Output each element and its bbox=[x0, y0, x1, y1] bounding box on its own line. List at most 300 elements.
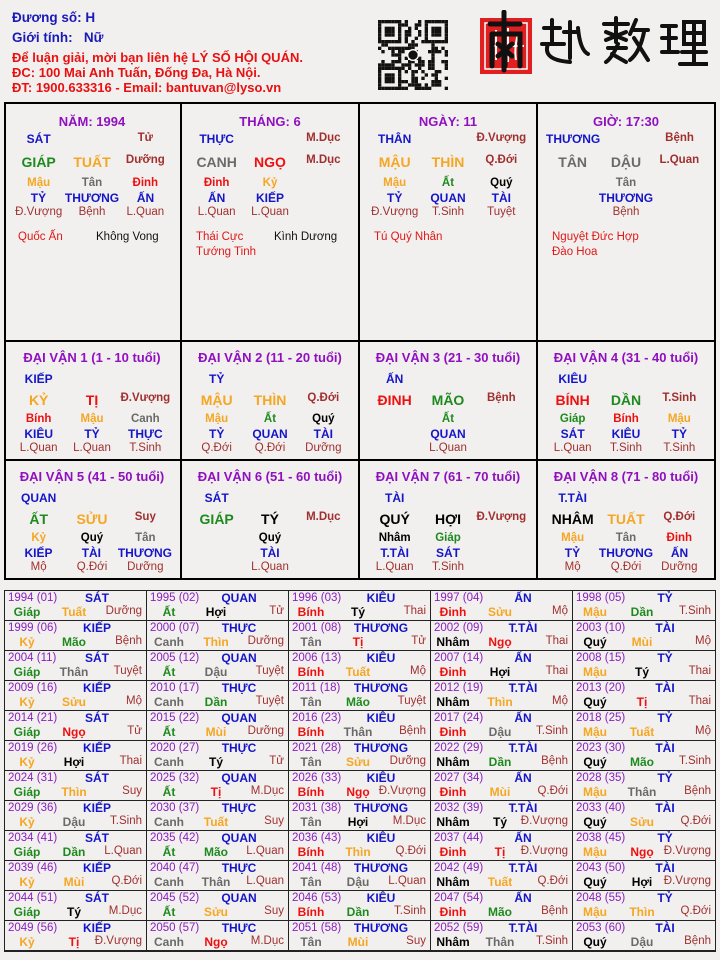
hidden-stem: Kỷ bbox=[262, 177, 278, 189]
hidden-stem: Quý bbox=[312, 413, 335, 425]
hidden-stem bbox=[368, 413, 421, 425]
ten-god: THƯƠNG bbox=[353, 621, 409, 635]
ten-god: ẤN bbox=[514, 711, 532, 725]
life-stage: Bệnh bbox=[399, 725, 426, 737]
earthly-branch: Ngọ bbox=[62, 725, 86, 739]
ten-god-row bbox=[12, 491, 172, 505]
ten-god-row bbox=[368, 132, 528, 146]
life-stage: Mộ bbox=[126, 695, 142, 707]
earthly-branch: Mùi bbox=[489, 785, 511, 799]
ten-god-row bbox=[190, 132, 350, 146]
life-stage: Tuyệt bbox=[255, 695, 284, 707]
ten-god: THỰC bbox=[221, 801, 257, 815]
hidden-stage: Dưỡng bbox=[127, 561, 164, 573]
annual-cell bbox=[289, 681, 431, 711]
earthly-branch: SỬU bbox=[76, 511, 108, 527]
hidden-ten-god bbox=[475, 427, 528, 441]
annual-cell bbox=[289, 651, 431, 681]
hidden-stem bbox=[475, 413, 528, 425]
star: Đào Hoa bbox=[552, 246, 598, 258]
year-label: 1997 (04) bbox=[434, 592, 484, 604]
hidden-stage bbox=[297, 561, 350, 573]
stem-branch-row bbox=[546, 392, 706, 408]
life-stage: T.Sinh bbox=[679, 755, 711, 767]
pillar-year bbox=[4, 102, 182, 342]
earthly-branch: Thìn bbox=[487, 695, 513, 709]
hidden-stem: Quý bbox=[80, 532, 104, 544]
hidden-stage bbox=[368, 442, 421, 454]
earthly-branch: Sửu bbox=[629, 815, 655, 829]
annual-cell bbox=[5, 801, 147, 831]
ten-god: THƯƠNG bbox=[353, 921, 409, 935]
cell-title: GIỜ: 17:30 bbox=[592, 114, 659, 129]
ten-god: KIÊU bbox=[366, 591, 396, 605]
spacer bbox=[65, 372, 118, 386]
life-stage: Tử bbox=[411, 635, 426, 647]
earthly-branch: Dần bbox=[630, 605, 654, 619]
year-label: 2012 (19) bbox=[434, 682, 484, 694]
hidden-stage bbox=[475, 442, 528, 454]
annual-cell bbox=[5, 831, 147, 861]
annual-cell bbox=[5, 651, 147, 681]
earthly-branch: Hợi bbox=[347, 815, 369, 829]
ten-god: SÁT bbox=[85, 591, 109, 605]
branch-stage: Suy bbox=[134, 511, 156, 523]
heavenly-stem: Bính bbox=[297, 605, 325, 619]
ten-god: QUAN bbox=[221, 651, 257, 665]
heavenly-stem: Kỷ bbox=[19, 935, 35, 949]
hidden-stage: Dưỡng bbox=[305, 442, 342, 454]
year-label: 2030 (37) bbox=[150, 802, 200, 814]
heavenly-stem: Kỷ bbox=[19, 695, 35, 709]
annual-cell bbox=[431, 771, 573, 801]
annual-cell bbox=[573, 921, 715, 951]
year-label: 2010 (17) bbox=[150, 682, 200, 694]
annual-cell bbox=[289, 741, 431, 771]
cell-title: ĐẠI VẬN 2 (11 - 20 tuổi) bbox=[198, 350, 342, 365]
annual-cell bbox=[289, 591, 431, 621]
hidden-gods-row bbox=[546, 427, 706, 441]
earthly-branch: DẦN bbox=[610, 392, 642, 408]
hidden-stem bbox=[546, 177, 599, 189]
year-label: 2034 (41) bbox=[8, 832, 58, 844]
life-stage: Đ.Vượng bbox=[663, 845, 711, 857]
annual-cell bbox=[431, 651, 573, 681]
earthly-branch: Hợi bbox=[205, 605, 227, 619]
annual-cell bbox=[147, 771, 289, 801]
pillar-hour bbox=[538, 102, 716, 342]
annual-cell bbox=[431, 831, 573, 861]
annual-cell bbox=[573, 651, 715, 681]
life-stage: Mộ bbox=[695, 635, 711, 647]
earthly-branch: Tý bbox=[350, 605, 365, 619]
year-label: 2053 (60) bbox=[576, 922, 626, 934]
earthly-branch: Tuất bbox=[487, 875, 513, 889]
earthly-branch: THÌN bbox=[431, 154, 465, 170]
life-stage: Thai bbox=[119, 755, 142, 767]
hidden-stage: T.Sinh bbox=[663, 442, 696, 454]
heavenly-stem: Quý bbox=[583, 815, 607, 829]
ten-god: KIẾP bbox=[82, 861, 111, 875]
heavenly-stem: Kỷ bbox=[19, 755, 35, 769]
hidden-ten-god: TÀI bbox=[81, 546, 102, 560]
earthly-branch: Tuất bbox=[203, 815, 229, 829]
earthly-branch: TÝ bbox=[261, 511, 279, 527]
hidden-stage: Đ.Vượng bbox=[15, 206, 63, 218]
branch-stage: M.Dục bbox=[306, 511, 341, 523]
ten-god: T.TÀI bbox=[508, 621, 538, 635]
heavenly-stem: Nhâm bbox=[436, 695, 470, 709]
hidden-stage: Q.Đới bbox=[610, 561, 642, 573]
heavenly-stem: Ất bbox=[162, 665, 176, 679]
annual-cell bbox=[289, 621, 431, 651]
hidden-ten-god: TỶ bbox=[386, 191, 403, 205]
earthly-branch: Sửu bbox=[345, 755, 371, 769]
good-stars bbox=[196, 230, 256, 260]
stem-ten-god: THÂN bbox=[378, 132, 412, 146]
hidden-stage bbox=[546, 206, 599, 218]
hidden-stems-row bbox=[190, 413, 350, 425]
spacer bbox=[421, 491, 474, 505]
hidden-ten-god: KIÊU bbox=[611, 427, 641, 441]
hidden-stem: Mậu bbox=[205, 413, 229, 425]
spacer bbox=[243, 491, 296, 505]
life-stage: Suy bbox=[264, 905, 284, 917]
star: Không Vong bbox=[96, 231, 159, 243]
dai-van-4 bbox=[538, 342, 716, 461]
year-label: 2036 (43) bbox=[292, 832, 342, 844]
hidden-ten-god: TỶ bbox=[208, 427, 225, 441]
annual-cell bbox=[431, 591, 573, 621]
hidden-stems-row bbox=[546, 413, 706, 425]
year-label: 2006 (13) bbox=[292, 652, 342, 664]
year-label: 2033 (40) bbox=[576, 802, 626, 814]
hidden-stem: Đinh bbox=[132, 177, 159, 189]
life-stage: L.Quan bbox=[246, 845, 284, 857]
heavenly-stem: Đinh bbox=[439, 785, 467, 799]
year-label: 1996 (03) bbox=[292, 592, 342, 604]
heavenly-stem: KỶ bbox=[28, 392, 49, 408]
hidden-ten-god: T.TÀI bbox=[380, 546, 409, 560]
branch-stage: Q.Đới bbox=[663, 511, 696, 523]
earthly-branch: THÌN bbox=[253, 392, 287, 408]
earthly-branch: Mão bbox=[346, 695, 370, 709]
year-label: 2029 (36) bbox=[8, 802, 58, 814]
life-stage: Thai bbox=[688, 665, 711, 677]
hidden-ten-god: ẤN bbox=[670, 546, 689, 560]
stem-ten-god: T.TÀI bbox=[558, 491, 587, 505]
earthly-branch: Dậu bbox=[62, 815, 86, 829]
heavenly-stem: Giáp bbox=[13, 605, 41, 619]
life-stage: Thai bbox=[545, 665, 568, 677]
year-label: 2022 (29) bbox=[434, 742, 484, 754]
year-label: 2044 (51) bbox=[8, 892, 58, 904]
annual-cell bbox=[5, 711, 147, 741]
contact-line-2: ĐC: 100 Mai Anh Tuấn, Đống Đa, Hà Nội. bbox=[12, 65, 261, 80]
earthly-branch: Mão bbox=[204, 845, 228, 859]
ten-god: ẤN bbox=[514, 591, 532, 605]
earthly-branch: Hợi bbox=[489, 665, 511, 679]
annual-cell bbox=[289, 771, 431, 801]
life-stage: Bệnh bbox=[684, 785, 711, 797]
hidden-stage: L.Quan bbox=[375, 561, 414, 573]
year-label: 2025 (32) bbox=[150, 772, 200, 784]
hidden-ten-god: KIẾP bbox=[255, 191, 284, 205]
ten-god: THỰC bbox=[221, 741, 257, 755]
heavenly-stem: ĐINH bbox=[377, 392, 412, 408]
hidden-ten-god: ẤN bbox=[136, 191, 155, 205]
stem-stage: Đ.Vượng bbox=[476, 132, 527, 144]
earthly-branch: Thân bbox=[59, 665, 89, 679]
heavenly-stem: Canh bbox=[154, 755, 184, 769]
hidden-ten-god bbox=[190, 546, 243, 560]
ten-god: KIẾP bbox=[82, 681, 111, 695]
year-label: 2027 (34) bbox=[434, 772, 484, 784]
earthly-branch: NGỌ bbox=[254, 154, 286, 170]
duong-so: Đương số: H bbox=[12, 10, 96, 25]
life-stage: Q.Đới bbox=[680, 905, 711, 917]
hidden-stages-row bbox=[12, 561, 172, 573]
life-stage: Q.Đới bbox=[680, 815, 711, 827]
star: Kình Dương bbox=[274, 231, 338, 243]
heavenly-stem: Đinh bbox=[439, 605, 467, 619]
year-label: 2043 (50) bbox=[576, 862, 626, 874]
ten-god-row bbox=[546, 372, 706, 386]
annual-cell bbox=[573, 621, 715, 651]
hidden-ten-god: THƯƠNG bbox=[598, 191, 654, 205]
earthly-branch: Ngọ bbox=[488, 635, 512, 649]
heavenly-stem: Mậu bbox=[583, 725, 607, 739]
life-stage: Thai bbox=[688, 695, 711, 707]
hidden-stem bbox=[297, 532, 350, 544]
hidden-gods-row bbox=[190, 191, 350, 205]
branch-stage: L.Quan bbox=[659, 154, 700, 166]
earthly-branch: TỊ bbox=[85, 392, 99, 408]
annual-cell bbox=[147, 921, 289, 951]
year-label: 2019 (26) bbox=[8, 742, 58, 754]
hidden-stem: Giáp bbox=[435, 532, 461, 544]
year-label: 2011 (18) bbox=[292, 682, 341, 694]
stem-ten-god: SÁT bbox=[26, 132, 51, 146]
hidden-ten-god: QUAN bbox=[252, 427, 288, 441]
cell-title: ĐẠI VẬN 5 (41 - 50 tuổi) bbox=[19, 469, 165, 484]
hidden-ten-god: TÀI bbox=[260, 546, 280, 560]
heavenly-stem: Mậu bbox=[583, 665, 607, 679]
year-label: 2009 (16) bbox=[8, 682, 58, 694]
hidden-stem: Tân bbox=[135, 532, 156, 544]
earthly-branch: Dậu bbox=[630, 935, 654, 949]
qr-code-icon[interactable] bbox=[378, 20, 448, 90]
year-label: 2000 (07) bbox=[150, 622, 200, 634]
hidden-gods-row bbox=[190, 427, 350, 441]
ten-god: T.TÀI bbox=[508, 681, 538, 695]
ten-god: ẤN bbox=[514, 771, 532, 785]
life-stage: L.Quan bbox=[388, 875, 426, 887]
ten-god: TÀI bbox=[655, 921, 675, 935]
stem-branch-row bbox=[190, 392, 350, 408]
stem-ten-god: TÀI bbox=[384, 491, 405, 505]
year-label: 2050 (57) bbox=[150, 922, 200, 934]
annual-cell bbox=[573, 711, 715, 741]
heavenly-stem: Bính bbox=[297, 665, 325, 679]
life-stage: Bệnh bbox=[541, 755, 568, 767]
dai-van-6 bbox=[182, 461, 360, 580]
earthly-branch: Mùi bbox=[631, 635, 653, 649]
annual-cell bbox=[431, 741, 573, 771]
hidden-ten-god: THỰC bbox=[128, 427, 163, 441]
hidden-stems-row bbox=[190, 177, 350, 189]
branch-stage: Bệnh bbox=[486, 392, 516, 404]
ten-god: T.TÀI bbox=[508, 801, 538, 815]
hidden-stage bbox=[653, 206, 706, 218]
ten-god: THỰC bbox=[221, 621, 257, 635]
heavenly-stem: Đinh bbox=[439, 665, 467, 679]
heavenly-stem: Ất bbox=[162, 905, 176, 919]
hidden-ten-god: TỶ bbox=[84, 427, 100, 441]
annual-cell bbox=[147, 681, 289, 711]
ten-god: KIÊU bbox=[366, 831, 396, 845]
contact-line-3[interactable]: ĐT: 1900.633316 - Email: bantuvan@lyso.vn bbox=[12, 80, 282, 95]
hidden-stage: Q.Đới bbox=[254, 442, 286, 454]
heavenly-stem: Ất bbox=[162, 605, 176, 619]
life-stage: Tuyệt bbox=[397, 695, 426, 707]
ten-god: TỶ bbox=[657, 891, 673, 905]
stem-branch-row bbox=[546, 154, 706, 170]
dai-van-2 bbox=[182, 342, 360, 461]
annual-cell bbox=[5, 741, 147, 771]
good-stars bbox=[552, 230, 639, 260]
year-label: 2026 (33) bbox=[292, 772, 342, 784]
hidden-stages-row bbox=[368, 206, 528, 218]
life-stage: L.Quan bbox=[104, 845, 142, 857]
other-stars bbox=[274, 230, 337, 245]
ten-god-row bbox=[546, 132, 706, 146]
life-stage: Q.Đới bbox=[111, 875, 142, 887]
hidden-stem: Ất bbox=[263, 413, 277, 425]
branch-stage: M.Dục bbox=[306, 154, 341, 166]
earthly-branch: Mùi bbox=[347, 935, 369, 949]
year-label: 2007 (14) bbox=[434, 652, 484, 664]
life-stage: Đ.Vượng bbox=[94, 935, 142, 947]
hidden-stem bbox=[297, 177, 350, 189]
heavenly-stem: ẤT bbox=[29, 511, 48, 527]
hidden-ten-god: TỶ bbox=[30, 191, 47, 205]
year-label: 2052 (59) bbox=[434, 922, 484, 934]
spacer bbox=[599, 372, 652, 386]
life-stage: Tử bbox=[269, 755, 284, 767]
hidden-ten-god: KIÊU bbox=[24, 427, 53, 441]
annual-cell bbox=[147, 831, 289, 861]
earthly-branch: Tuất bbox=[345, 665, 371, 679]
earthly-branch: Dần bbox=[346, 905, 370, 919]
year-label: 2021 (28) bbox=[292, 742, 342, 754]
earthly-branch: Hợi bbox=[631, 875, 653, 889]
year-label: 2015 (22) bbox=[150, 712, 200, 724]
annual-cell bbox=[147, 651, 289, 681]
pillar-day bbox=[360, 102, 538, 342]
annual-cell bbox=[289, 861, 431, 891]
heavenly-stem: Tân bbox=[300, 935, 322, 949]
ten-god: TÀI bbox=[655, 741, 675, 755]
annual-cell bbox=[147, 861, 289, 891]
stem-branch-row bbox=[12, 392, 172, 408]
heavenly-stem: Ất bbox=[162, 845, 176, 859]
stem-ten-god: KIẾP bbox=[24, 372, 53, 386]
hidden-ten-god: SÁT bbox=[560, 427, 585, 441]
annual-cell bbox=[573, 891, 715, 921]
heavenly-stem: Đinh bbox=[439, 845, 467, 859]
star: Quốc Ấn bbox=[18, 231, 63, 243]
stem-branch-row bbox=[190, 154, 350, 170]
hidden-gods-row bbox=[190, 546, 350, 560]
heavenly-stem: Kỷ bbox=[19, 815, 35, 829]
year-label: 1995 (02) bbox=[150, 592, 200, 604]
stem-branch-row bbox=[368, 511, 528, 527]
branch-stage: Dưỡng bbox=[125, 154, 165, 166]
life-stage: Suy bbox=[122, 785, 142, 797]
ten-god-row bbox=[368, 491, 528, 505]
stem-ten-god: QUAN bbox=[20, 491, 57, 505]
hidden-stem: Mậu bbox=[561, 532, 585, 544]
life-stage: Q.Đới bbox=[537, 785, 568, 797]
earthly-branch: Mùi bbox=[205, 725, 227, 739]
dai-van-1 bbox=[4, 342, 182, 461]
heavenly-stem: Tân bbox=[300, 695, 322, 709]
stem-branch-row bbox=[546, 511, 706, 527]
year-label: 2031 (38) bbox=[292, 802, 342, 814]
heavenly-stem: GIÁP bbox=[199, 511, 234, 527]
ten-god: ẤN bbox=[514, 651, 532, 665]
ten-god: T.TÀI bbox=[508, 741, 538, 755]
year-label: 2001 (08) bbox=[292, 622, 342, 634]
heavenly-stem: Tân bbox=[300, 755, 322, 769]
spacer bbox=[243, 132, 296, 146]
ten-god: SÁT bbox=[85, 711, 109, 725]
ten-god: KIÊU bbox=[366, 771, 396, 785]
life-stage: M.Dục bbox=[250, 935, 284, 947]
hidden-stages-row bbox=[368, 442, 528, 454]
hidden-stage bbox=[297, 206, 350, 218]
heavenly-stem: NHÂM bbox=[551, 511, 594, 527]
life-stage: Tuyệt bbox=[113, 665, 142, 677]
earthly-branch: Tuất bbox=[61, 605, 87, 619]
hidden-stages-row bbox=[368, 561, 528, 573]
hidden-stem bbox=[190, 532, 243, 544]
earthly-branch: Tý bbox=[208, 755, 223, 769]
ten-god: QUAN bbox=[221, 891, 257, 905]
hidden-stage: Dưỡng bbox=[661, 561, 698, 573]
year-label: 2048 (55) bbox=[576, 892, 626, 904]
heavenly-stem: Bính bbox=[297, 905, 325, 919]
year-label: 1998 (05) bbox=[576, 592, 626, 604]
hidden-gods-row bbox=[368, 427, 528, 441]
hidden-stems-row bbox=[368, 532, 528, 544]
earthly-branch: Thìn bbox=[345, 845, 371, 859]
heavenly-stem: Canh bbox=[154, 935, 184, 949]
year-label: 2024 (31) bbox=[8, 772, 58, 784]
hidden-stage: L.Quan bbox=[251, 561, 289, 573]
branch-stage: Đ.Vượng bbox=[476, 511, 527, 523]
annual-cell bbox=[573, 831, 715, 861]
life-stage: T.Sinh bbox=[679, 605, 711, 617]
hidden-stages-row bbox=[546, 206, 706, 218]
hidden-stage: L.Quan bbox=[126, 206, 165, 218]
hidden-stem bbox=[653, 177, 706, 189]
star: Thái Cực bbox=[196, 231, 244, 243]
spacer bbox=[599, 491, 652, 505]
hidden-stage: T.Sinh bbox=[432, 206, 464, 218]
annual-cell bbox=[5, 771, 147, 801]
